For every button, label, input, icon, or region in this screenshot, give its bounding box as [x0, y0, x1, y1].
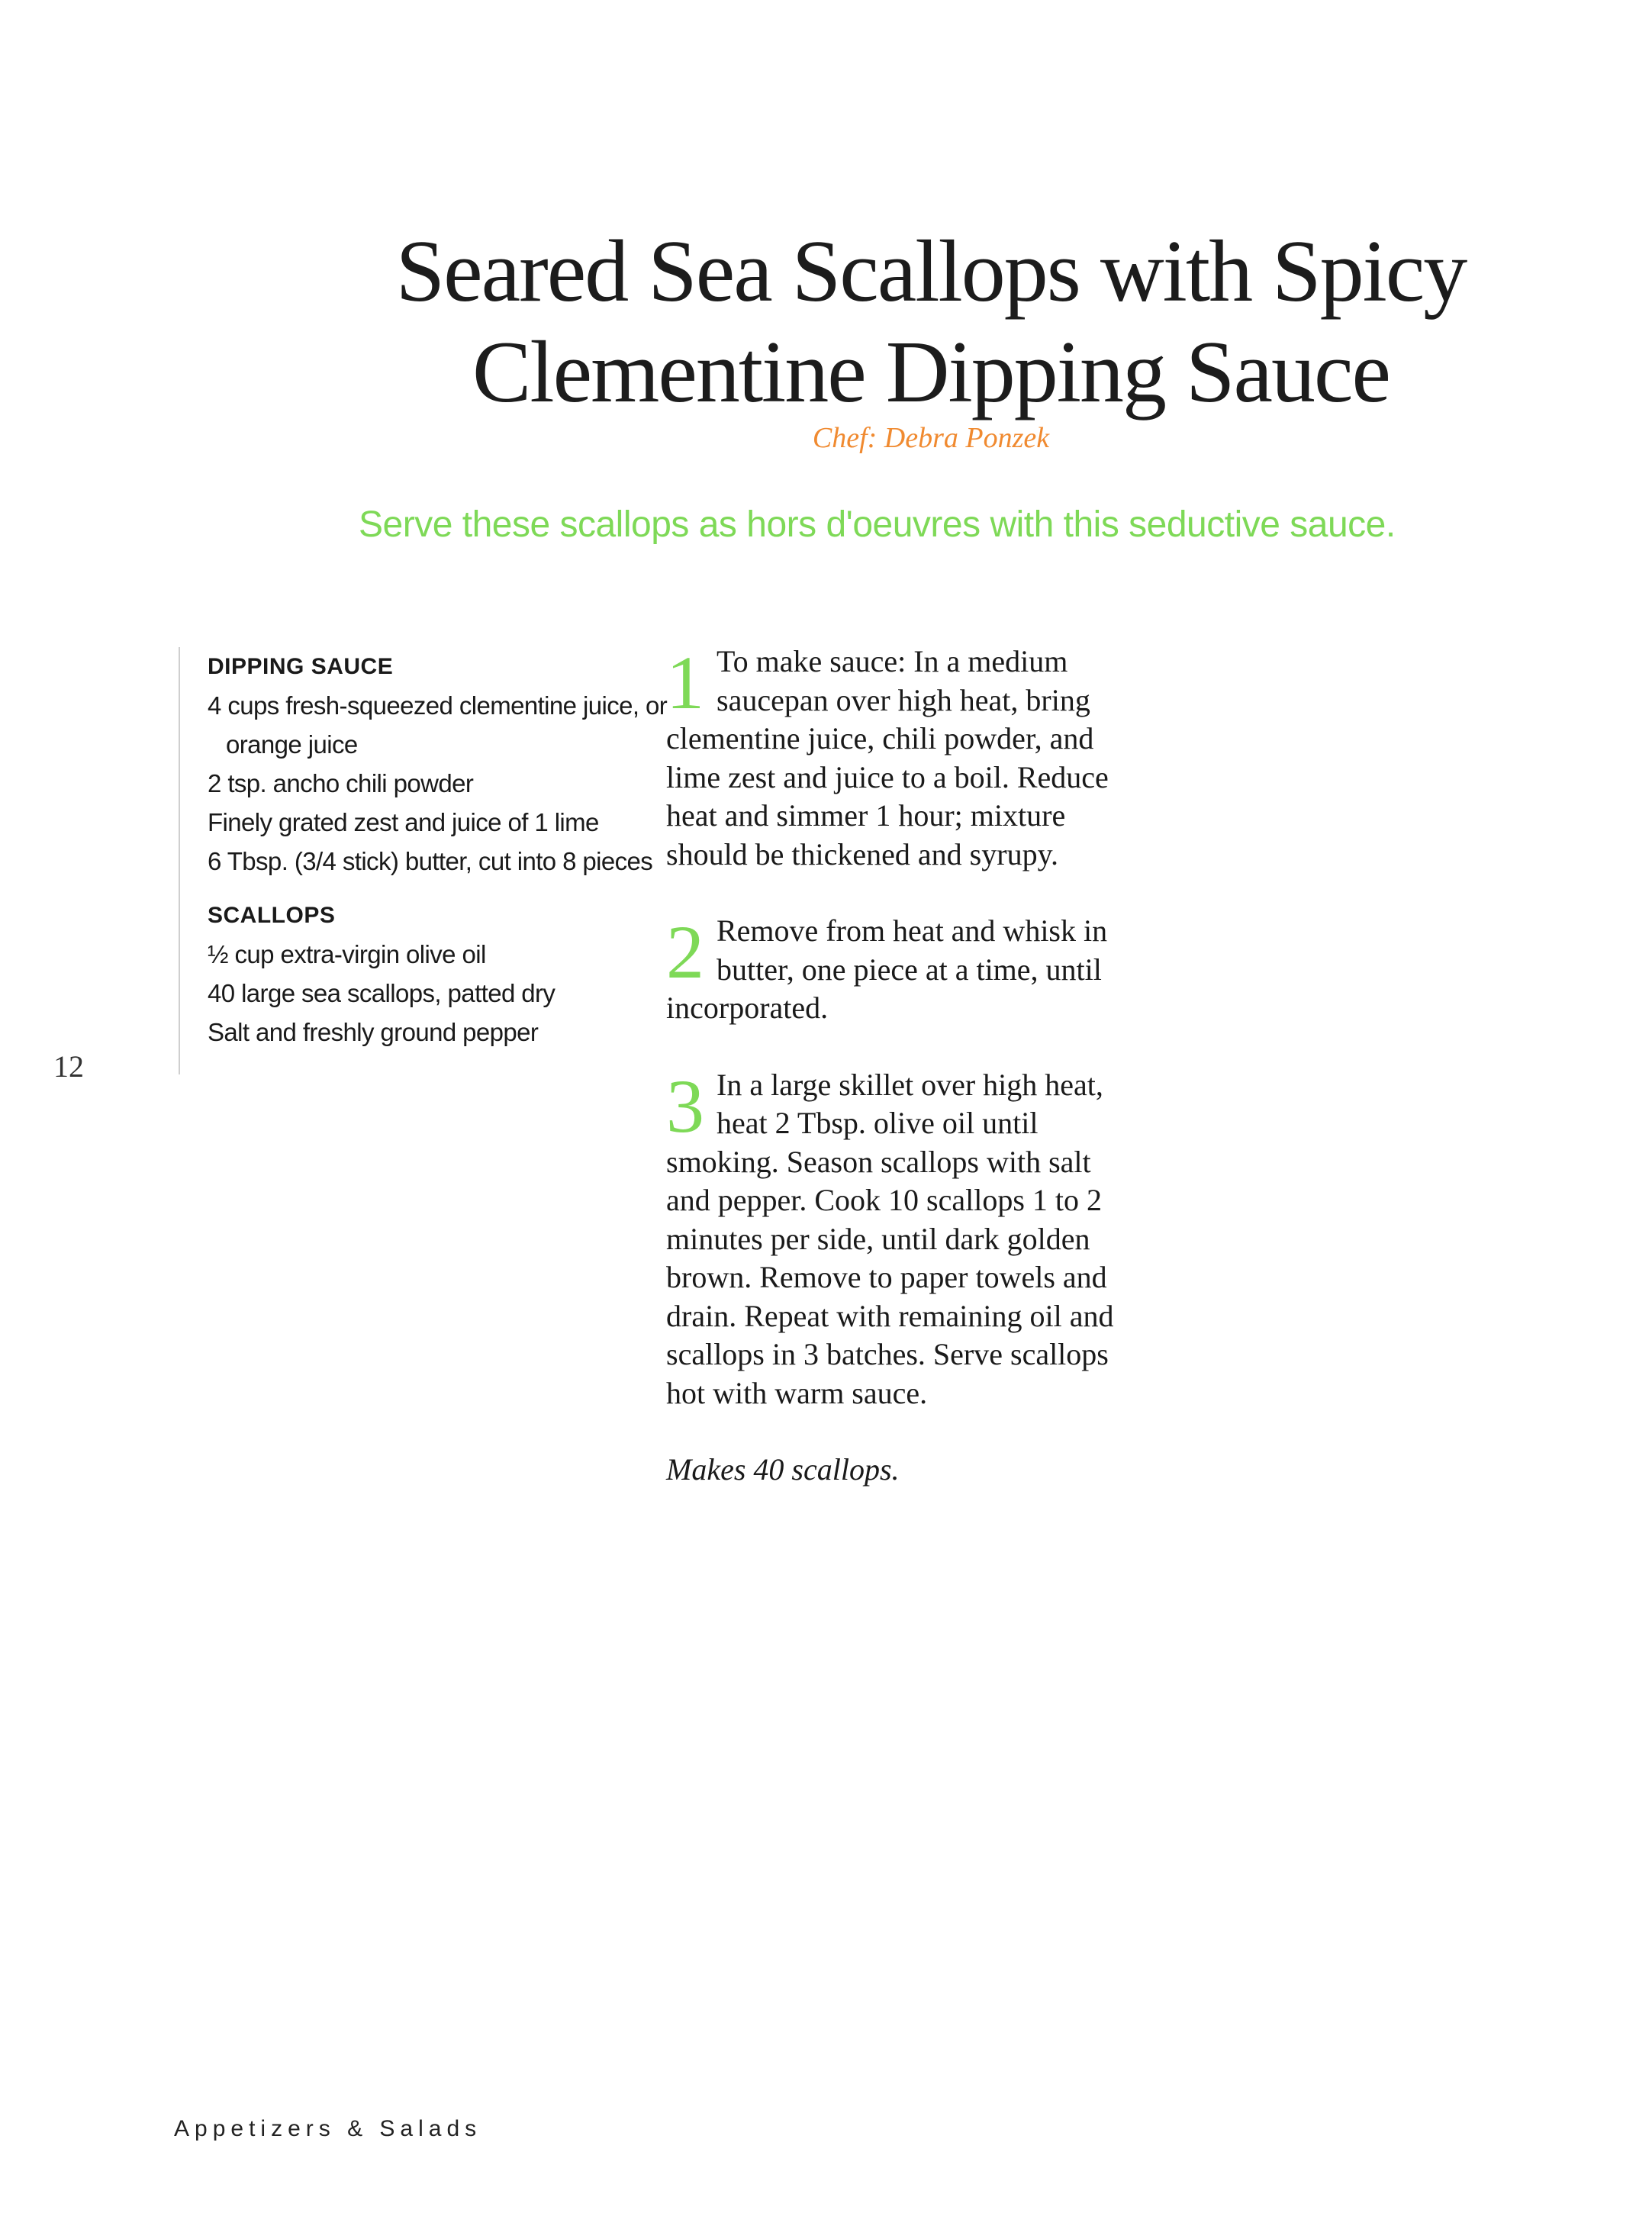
step-number: 1 — [666, 640, 704, 725]
ingredient-heading-dipping-sauce: DIPPING SAUCE — [208, 654, 394, 679]
instructions-column — [666, 640, 1124, 1490]
ingredient-list-dipping-sauce — [208, 686, 681, 881]
ingredient-item: 40 large sea scallops, patted dry — [208, 979, 555, 1007]
step-number: 3 — [666, 1063, 704, 1148]
step-text: In a large skillet over high heat, heat 2 Tbsp. olive oil until smoking. Season scallops with salt and pepper. Cook 10 scallops 1 to 2 minutes per side, until dark golden brown. Remove to paper towels and drain. Repeat with remaining oil and scallops in 3 batches. Serve scallops hot with warm sauce. — [666, 1067, 1114, 1410]
step-number: 2 — [666, 910, 704, 994]
ingredient-list-scallops — [208, 935, 681, 1052]
recipe-title — [366, 221, 1496, 423]
chef-credit: Chef: Debra Ponzek — [812, 422, 1050, 454]
instruction-step-3 — [666, 1063, 1124, 1413]
recipe-yield: Makes 40 scallops. — [666, 1452, 900, 1487]
ingredient-item: 4 cups fresh-squeezed clementine juice, or orange juice — [208, 691, 668, 759]
recipe-title-line-2: Clementine Dipping Sauce — [472, 324, 1390, 421]
ingredient-item: Finely grated zest and juice of 1 lime — [208, 808, 599, 836]
step-text: Remove from heat and whisk in butter, one piece at a time, until incorporated. — [666, 913, 1108, 1025]
ingredients-column — [179, 647, 681, 1074]
ingredient-item: 2 tsp. ancho chili powder — [208, 769, 474, 797]
section-footer: Appetizers & Salads — [174, 2116, 482, 2141]
ingredient-item: 6 Tbsp. (3/4 stick) butter, cut into 8 pieces — [208, 847, 653, 875]
ingredient-heading-scallops: SCALLOPS — [208, 903, 336, 928]
page-number: 12 — [53, 1049, 84, 1084]
instruction-step-1 — [666, 640, 1124, 874]
recipe-tagline: Serve these scallops as hors d'oeuvres with this seductive sauce. — [359, 504, 1396, 545]
recipe-title-line-1: Seared Sea Scallops with Spicy — [395, 223, 1467, 321]
ingredient-item: ½ cup extra-virgin olive oil — [208, 940, 486, 968]
ingredient-item: Salt and freshly ground pepper — [208, 1018, 539, 1046]
instruction-step-2 — [666, 912, 1124, 1028]
step-text: To make sauce: In a medium saucepan over high heat, bring clementine juice, chili powder, and lime zest and juice to a boil. Reduce heat and simmer 1 hour; mixture should be thickened and syrupy. — [666, 644, 1109, 871]
